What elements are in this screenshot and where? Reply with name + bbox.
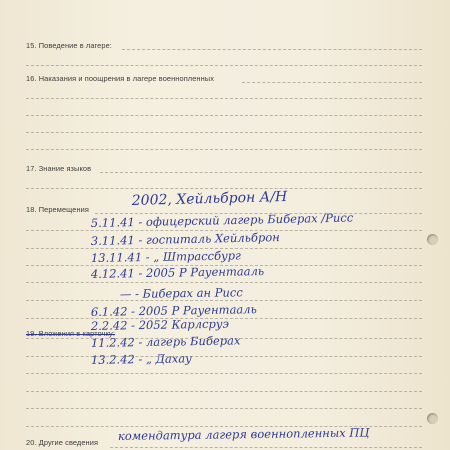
rule — [26, 98, 422, 99]
section-18-label: 18. Перемещения — [26, 205, 89, 214]
rule — [242, 82, 422, 83]
handwritten-entry: 3.11.41 - госпиталь Хейльброн — [90, 230, 280, 248]
rule — [26, 188, 422, 189]
punch-hole-bottom — [427, 413, 438, 424]
rule — [26, 356, 422, 357]
handwritten-entry: 5.11.41 - офицерский лагерь Биберах /Рисс — [90, 210, 354, 230]
rule — [26, 373, 422, 374]
rule — [26, 65, 422, 66]
rule — [110, 447, 422, 448]
rule — [122, 49, 422, 50]
section-20-label: 20. Другие сведения — [26, 438, 99, 447]
handwritten-entry: — - Биберах ан Рисс — [119, 285, 243, 301]
section-16-label: 16. Наказания и поощрения в лагере военнопленных — [26, 74, 214, 83]
handwritten-entry: 11.2.42 - лагерь Биберах — [90, 333, 241, 350]
handwritten-entry: 2002, Хейльброн А/Н — [131, 188, 288, 209]
rule — [26, 149, 422, 150]
strikethrough-line — [26, 334, 115, 335]
rule — [26, 391, 422, 392]
handwritten-entry: 6.1.42 - 2005 Р Рауентааль — [90, 302, 257, 319]
rule — [100, 172, 422, 173]
section-17-label: 17. Знание языков — [26, 164, 92, 173]
rule — [26, 282, 422, 283]
section-19-label: 19. Вложения в карточку: — [26, 329, 115, 338]
rule — [26, 300, 422, 301]
handwritten-entry: 4.12.41 - 2005 Р Рауентааль — [90, 263, 265, 281]
handwritten-entry: комендатура лагеря военнопленных ПЦ — [117, 425, 370, 443]
rule — [26, 132, 422, 133]
rule — [26, 408, 422, 409]
handwritten-entry: 13.2.42 - „ Дахау — [90, 351, 192, 367]
handwritten-entry: 13.11.41 - „ Штрассбург — [90, 248, 241, 265]
rule — [26, 115, 422, 116]
punch-hole-top — [427, 234, 438, 245]
handwritten-entry: 2.2.42 - 2052 Карлсруэ — [90, 316, 230, 333]
section-15-label: 15. Поведение в лагере: — [26, 41, 112, 50]
